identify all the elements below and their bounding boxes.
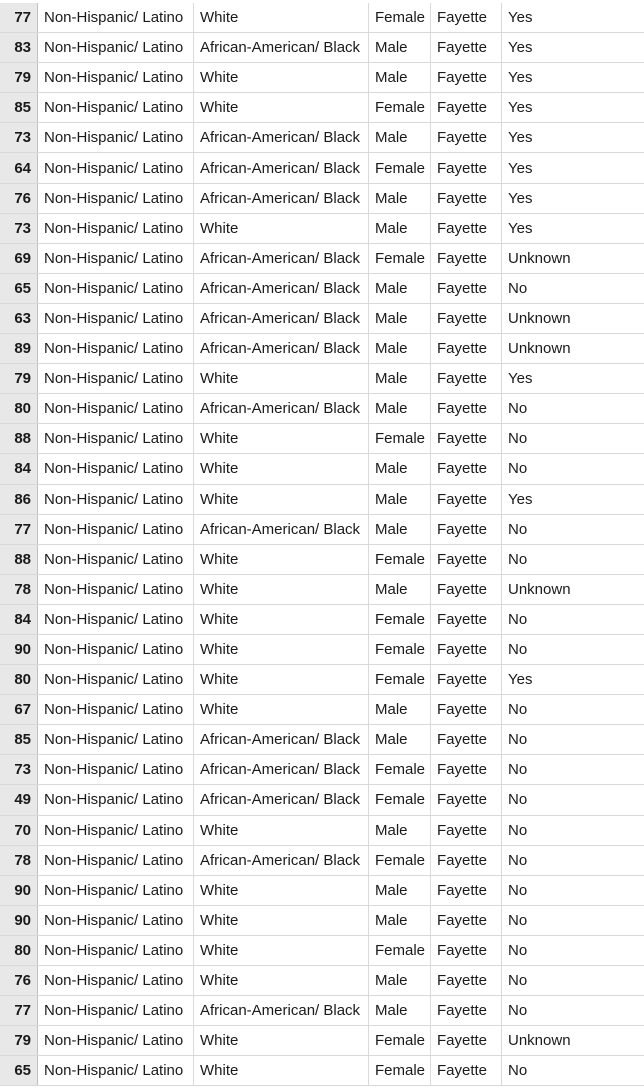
cell-race[interactable]: White <box>194 605 369 634</box>
cell-race[interactable]: White <box>194 816 369 845</box>
cell-ethnicity[interactable]: Non-Hispanic/ Latino <box>38 184 194 213</box>
table-row <box>0 635 644 665</box>
cell-race[interactable]: African-American/ Black <box>194 123 369 152</box>
table-row <box>0 63 644 93</box>
cell-sex[interactable]: Female <box>369 785 431 814</box>
cell-county[interactable]: Fayette <box>431 454 502 483</box>
cell-status[interactable]: No <box>508 430 528 448</box>
cell-sex[interactable]: Male <box>369 394 431 423</box>
table-row <box>0 304 644 334</box>
cell-race[interactable]: White <box>194 635 369 664</box>
cell-age[interactable]: 90 <box>0 876 38 905</box>
cell-race[interactable]: White <box>194 936 369 965</box>
cell-race[interactable]: White <box>194 1056 369 1085</box>
cell-sex[interactable]: Male <box>369 334 431 363</box>
cell-county[interactable]: Fayette <box>431 545 502 574</box>
cell-age[interactable]: 86 <box>0 485 38 514</box>
table-row <box>0 906 644 936</box>
cell-sex[interactable]: Male <box>369 515 431 544</box>
cell-ethnicity[interactable]: Non-Hispanic/ Latino <box>38 424 194 453</box>
cell-county[interactable]: Fayette <box>431 635 502 664</box>
cell-ethnicity[interactable]: Non-Hispanic/ Latino <box>38 635 194 664</box>
cell-sex[interactable]: Male <box>369 575 431 604</box>
cell-county[interactable]: Fayette <box>431 304 502 333</box>
cell-sex[interactable]: Female <box>369 153 431 182</box>
cell-status[interactable]: Yes <box>508 189 533 207</box>
cell-county[interactable]: Fayette <box>431 876 502 905</box>
cell-status[interactable]: Yes <box>508 39 533 57</box>
cell-status[interactable]: No <box>508 1002 528 1020</box>
cell-sex[interactable]: Male <box>369 695 431 724</box>
cell-race[interactable]: African-American/ Black <box>194 184 369 213</box>
cell-county[interactable]: Fayette <box>431 785 502 814</box>
cell-ethnicity[interactable]: Non-Hispanic/ Latino <box>38 545 194 574</box>
cell-sex[interactable]: Male <box>369 454 431 483</box>
cell-ethnicity[interactable]: Non-Hispanic/ Latino <box>38 1056 194 1085</box>
cell-ethnicity[interactable]: Non-Hispanic/ Latino <box>38 846 194 875</box>
cell-race[interactable]: White <box>194 485 369 514</box>
cell-ethnicity[interactable]: Non-Hispanic/ Latino <box>38 816 194 845</box>
spreadsheet-grid <box>0 3 644 1086</box>
cell-sex[interactable]: Male <box>369 123 431 152</box>
cell-race[interactable]: White <box>194 1026 369 1055</box>
cell-status[interactable]: No <box>508 550 528 568</box>
cell-sex[interactable]: Male <box>369 996 431 1025</box>
table-row <box>0 936 644 966</box>
cell-age[interactable]: 79 <box>0 1026 38 1055</box>
cell-county[interactable]: Fayette <box>431 33 502 62</box>
cell-race[interactable]: African-American/ Black <box>194 394 369 423</box>
cell-race[interactable]: White <box>194 545 369 574</box>
cell-age[interactable]: 77 <box>0 515 38 544</box>
cell-race[interactable]: White <box>194 695 369 724</box>
cell-status[interactable]: Yes <box>508 9 533 27</box>
cell-sex[interactable]: Female <box>369 93 431 122</box>
table-row <box>0 785 644 815</box>
cell-sex[interactable]: Female <box>369 3 431 32</box>
cell-age[interactable]: 73 <box>0 123 38 152</box>
cell-race[interactable]: African-American/ Black <box>194 153 369 182</box>
cell-age[interactable]: 83 <box>0 33 38 62</box>
table-row <box>0 1056 644 1086</box>
table-row <box>0 214 644 244</box>
cell-ethnicity[interactable]: Non-Hispanic/ Latino <box>38 725 194 754</box>
cell-race[interactable]: White <box>194 364 369 393</box>
cell-sex[interactable]: Male <box>369 906 431 935</box>
table-row <box>0 996 644 1026</box>
cell-status[interactable]: No <box>508 1062 528 1080</box>
cell-county[interactable]: Fayette <box>431 334 502 363</box>
cell-sex[interactable]: Male <box>369 966 431 995</box>
cell-ethnicity[interactable]: Non-Hispanic/ Latino <box>38 33 194 62</box>
table-row <box>0 515 644 545</box>
cell-status[interactable]: No <box>508 701 528 719</box>
cell-county[interactable]: Fayette <box>431 184 502 213</box>
cell-ethnicity[interactable]: Non-Hispanic/ Latino <box>38 785 194 814</box>
cell-status[interactable]: No <box>508 851 528 869</box>
cell-county[interactable]: Fayette <box>431 816 502 845</box>
cell-status[interactable]: No <box>508 881 528 899</box>
cell-county[interactable]: Fayette <box>431 515 502 544</box>
cell-sex[interactable]: Female <box>369 1056 431 1085</box>
cell-age[interactable]: 80 <box>0 394 38 423</box>
cell-county[interactable]: Fayette <box>431 93 502 122</box>
cell-status[interactable]: Unknown <box>508 309 571 327</box>
cell-county[interactable]: Fayette <box>431 3 502 32</box>
table-row <box>0 33 644 63</box>
table-row <box>0 364 644 394</box>
table-row <box>0 1026 644 1056</box>
cell-status[interactable]: Yes <box>508 671 533 689</box>
cell-status[interactable]: Yes <box>508 490 533 508</box>
cell-status[interactable]: No <box>508 731 528 749</box>
cell-sex[interactable]: Male <box>369 63 431 92</box>
cell-age[interactable]: 70 <box>0 816 38 845</box>
cell-ethnicity[interactable]: Non-Hispanic/ Latino <box>38 906 194 935</box>
table-row <box>0 816 644 846</box>
cell-status[interactable]: Yes <box>508 99 533 117</box>
cell-ethnicity[interactable]: Non-Hispanic/ Latino <box>38 755 194 784</box>
table-row <box>0 605 644 635</box>
cell-race[interactable]: African-American/ Black <box>194 515 369 544</box>
cell-race[interactable]: White <box>194 214 369 243</box>
cell-race[interactable]: African-American/ Black <box>194 33 369 62</box>
cell-county[interactable]: Fayette <box>431 424 502 453</box>
cell-race[interactable]: African-American/ Black <box>194 334 369 363</box>
cell-status[interactable]: Yes <box>508 69 533 87</box>
cell-age[interactable]: 89 <box>0 334 38 363</box>
cell-age[interactable]: 64 <box>0 153 38 182</box>
cell-sex[interactable]: Male <box>369 274 431 303</box>
cell-ethnicity[interactable]: Non-Hispanic/ Latino <box>38 695 194 724</box>
cell-status[interactable]: No <box>508 400 528 418</box>
cell-race[interactable]: African-American/ Black <box>194 785 369 814</box>
cell-status[interactable]: No <box>508 761 528 779</box>
cell-status[interactable]: No <box>508 821 528 839</box>
cell-age[interactable]: 65 <box>0 274 38 303</box>
table-row <box>0 725 644 755</box>
cell-ethnicity[interactable]: Non-Hispanic/ Latino <box>38 3 194 32</box>
cell-status[interactable]: Unknown <box>508 340 571 358</box>
cell-sex[interactable]: Female <box>369 424 431 453</box>
cell-age[interactable]: 84 <box>0 605 38 634</box>
cell-county[interactable]: Fayette <box>431 665 502 694</box>
table-row <box>0 695 644 725</box>
cell-county[interactable]: Fayette <box>431 274 502 303</box>
cell-county[interactable]: Fayette <box>431 996 502 1025</box>
cell-ethnicity[interactable]: Non-Hispanic/ Latino <box>38 665 194 694</box>
cell-age[interactable]: 80 <box>0 936 38 965</box>
table-row <box>0 575 644 605</box>
table-row <box>0 454 644 484</box>
cell-age[interactable]: 78 <box>0 575 38 604</box>
cell-county[interactable]: Fayette <box>431 846 502 875</box>
cell-age[interactable]: 78 <box>0 846 38 875</box>
table-row <box>0 274 644 304</box>
cell-status[interactable]: Unknown <box>508 580 571 598</box>
cell-county[interactable]: Fayette <box>431 1026 502 1055</box>
cell-age[interactable]: 67 <box>0 695 38 724</box>
cell-ethnicity[interactable]: Non-Hispanic/ Latino <box>38 153 194 182</box>
cell-race[interactable]: African-American/ Black <box>194 846 369 875</box>
table-row <box>0 123 644 153</box>
table-row <box>0 966 644 996</box>
cell-sex[interactable]: Male <box>369 184 431 213</box>
cell-ethnicity[interactable]: Non-Hispanic/ Latino <box>38 214 194 243</box>
cell-race[interactable]: White <box>194 966 369 995</box>
cell-status[interactable]: No <box>508 279 528 297</box>
cell-status[interactable]: No <box>508 941 528 959</box>
cell-status[interactable]: No <box>508 972 528 990</box>
cell-ethnicity[interactable]: Non-Hispanic/ Latino <box>38 93 194 122</box>
cell-status[interactable]: Yes <box>508 159 533 177</box>
cell-status[interactable]: No <box>508 460 528 478</box>
cell-race[interactable]: White <box>194 424 369 453</box>
cell-age[interactable]: 69 <box>0 244 38 273</box>
cell-sex[interactable]: Male <box>369 214 431 243</box>
cell-age[interactable]: 63 <box>0 304 38 333</box>
cell-sex[interactable]: Male <box>369 876 431 905</box>
cell-age[interactable]: 90 <box>0 906 38 935</box>
cell-status[interactable]: No <box>508 641 528 659</box>
cell-county[interactable]: Fayette <box>431 63 502 92</box>
cell-age[interactable]: 76 <box>0 184 38 213</box>
cell-race[interactable]: White <box>194 906 369 935</box>
cell-sex[interactable]: Female <box>369 635 431 664</box>
table-row <box>0 846 644 876</box>
cell-ethnicity[interactable]: Non-Hispanic/ Latino <box>38 575 194 604</box>
cell-age[interactable]: 79 <box>0 364 38 393</box>
cell-county[interactable]: Fayette <box>431 936 502 965</box>
cell-ethnicity[interactable]: Non-Hispanic/ Latino <box>38 304 194 333</box>
cell-age[interactable]: 79 <box>0 63 38 92</box>
cell-ethnicity[interactable]: Non-Hispanic/ Latino <box>38 605 194 634</box>
cell-ethnicity[interactable]: Non-Hispanic/ Latino <box>38 515 194 544</box>
cell-sex[interactable]: Female <box>369 244 431 273</box>
cell-race[interactable]: African-American/ Black <box>194 244 369 273</box>
cell-county[interactable]: Fayette <box>431 575 502 604</box>
cell-sex[interactable]: Male <box>369 364 431 393</box>
cell-race[interactable]: White <box>194 575 369 604</box>
cell-ethnicity[interactable]: Non-Hispanic/ Latino <box>38 364 194 393</box>
cell-county[interactable]: Fayette <box>431 695 502 724</box>
table-row <box>0 424 644 454</box>
cell-race[interactable]: African-American/ Black <box>194 996 369 1025</box>
cell-ethnicity[interactable]: Non-Hispanic/ Latino <box>38 274 194 303</box>
cell-sex[interactable]: Female <box>369 846 431 875</box>
table-row <box>0 545 644 575</box>
cell-sex[interactable]: Female <box>369 545 431 574</box>
cell-age[interactable]: 77 <box>0 996 38 1025</box>
cell-status[interactable]: Yes <box>508 129 533 147</box>
cell-ethnicity[interactable]: Non-Hispanic/ Latino <box>38 244 194 273</box>
cell-county[interactable]: Fayette <box>431 214 502 243</box>
cell-sex[interactable]: Female <box>369 936 431 965</box>
cell-race[interactable]: White <box>194 3 369 32</box>
cell-age[interactable]: 76 <box>0 966 38 995</box>
cell-sex[interactable]: Female <box>369 665 431 694</box>
cell-status[interactable]: Yes <box>508 370 533 388</box>
cell-race[interactable]: White <box>194 93 369 122</box>
cell-ethnicity[interactable]: Non-Hispanic/ Latino <box>38 996 194 1025</box>
cell-race[interactable]: White <box>194 876 369 905</box>
cell-ethnicity[interactable]: Non-Hispanic/ Latino <box>38 394 194 423</box>
cell-ethnicity[interactable]: Non-Hispanic/ Latino <box>38 876 194 905</box>
table-row <box>0 755 644 785</box>
cell-county[interactable]: Fayette <box>431 966 502 995</box>
cell-race[interactable]: White <box>194 63 369 92</box>
cell-county[interactable]: Fayette <box>431 153 502 182</box>
cell-sex[interactable]: Female <box>369 605 431 634</box>
cell-age[interactable]: 73 <box>0 755 38 784</box>
table-row <box>0 665 644 695</box>
table-row <box>0 93 644 123</box>
cell-ethnicity[interactable]: Non-Hispanic/ Latino <box>38 966 194 995</box>
cell-county[interactable]: Fayette <box>431 123 502 152</box>
cell-age[interactable]: 90 <box>0 635 38 664</box>
cell-sex[interactable]: Male <box>369 725 431 754</box>
table-row <box>0 244 644 274</box>
cell-sex[interactable]: Male <box>369 304 431 333</box>
cell-county[interactable]: Fayette <box>431 364 502 393</box>
cell-age[interactable]: 88 <box>0 545 38 574</box>
cell-county[interactable]: Fayette <box>431 725 502 754</box>
table-row <box>0 153 644 183</box>
cell-ethnicity[interactable]: Non-Hispanic/ Latino <box>38 334 194 363</box>
cell-ethnicity[interactable]: Non-Hispanic/ Latino <box>38 1026 194 1055</box>
cell-age[interactable]: 88 <box>0 424 38 453</box>
cell-county[interactable]: Fayette <box>431 1056 502 1085</box>
cell-status[interactable]: Unknown <box>508 1032 571 1050</box>
table-row <box>0 184 644 214</box>
cell-age[interactable]: 80 <box>0 665 38 694</box>
cell-ethnicity[interactable]: Non-Hispanic/ Latino <box>38 454 194 483</box>
cell-county[interactable]: Fayette <box>431 244 502 273</box>
cell-age[interactable]: 49 <box>0 785 38 814</box>
cell-age[interactable]: 77 <box>0 3 38 32</box>
cell-age[interactable]: 85 <box>0 93 38 122</box>
cell-county[interactable]: Fayette <box>431 755 502 784</box>
cell-status[interactable]: No <box>508 791 528 809</box>
cell-sex[interactable]: Female <box>369 1026 431 1055</box>
cell-county[interactable]: Fayette <box>431 394 502 423</box>
cell-county[interactable]: Fayette <box>431 605 502 634</box>
table-row <box>0 394 644 424</box>
cell-status[interactable]: Unknown <box>508 249 571 267</box>
cell-race[interactable]: African-American/ Black <box>194 755 369 784</box>
cell-county[interactable]: Fayette <box>431 485 502 514</box>
cell-sex[interactable]: Male <box>369 816 431 845</box>
cell-age[interactable]: 85 <box>0 725 38 754</box>
cell-age[interactable]: 73 <box>0 214 38 243</box>
table-row <box>0 485 644 515</box>
cell-status[interactable]: Yes <box>508 219 533 237</box>
table-row <box>0 334 644 364</box>
cell-race[interactable]: African-American/ Black <box>194 725 369 754</box>
cell-age[interactable]: 84 <box>0 454 38 483</box>
cell-ethnicity[interactable]: Non-Hispanic/ Latino <box>38 123 194 152</box>
cell-county[interactable]: Fayette <box>431 906 502 935</box>
cell-status[interactable]: No <box>508 520 528 538</box>
cell-age[interactable]: 65 <box>0 1056 38 1085</box>
cell-race[interactable]: White <box>194 454 369 483</box>
cell-sex[interactable]: Male <box>369 33 431 62</box>
cell-ethnicity[interactable]: Non-Hispanic/ Latino <box>38 485 194 514</box>
cell-race[interactable]: African-American/ Black <box>194 304 369 333</box>
table-row <box>0 3 644 33</box>
cell-sex[interactable]: Female <box>369 755 431 784</box>
cell-ethnicity[interactable]: Non-Hispanic/ Latino <box>38 936 194 965</box>
table-row <box>0 876 644 906</box>
cell-status[interactable]: No <box>508 911 528 929</box>
cell-status[interactable]: No <box>508 610 528 628</box>
cell-race[interactable]: White <box>194 665 369 694</box>
cell-sex[interactable]: Male <box>369 485 431 514</box>
cell-race[interactable]: African-American/ Black <box>194 274 369 303</box>
cell-ethnicity[interactable]: Non-Hispanic/ Latino <box>38 63 194 92</box>
